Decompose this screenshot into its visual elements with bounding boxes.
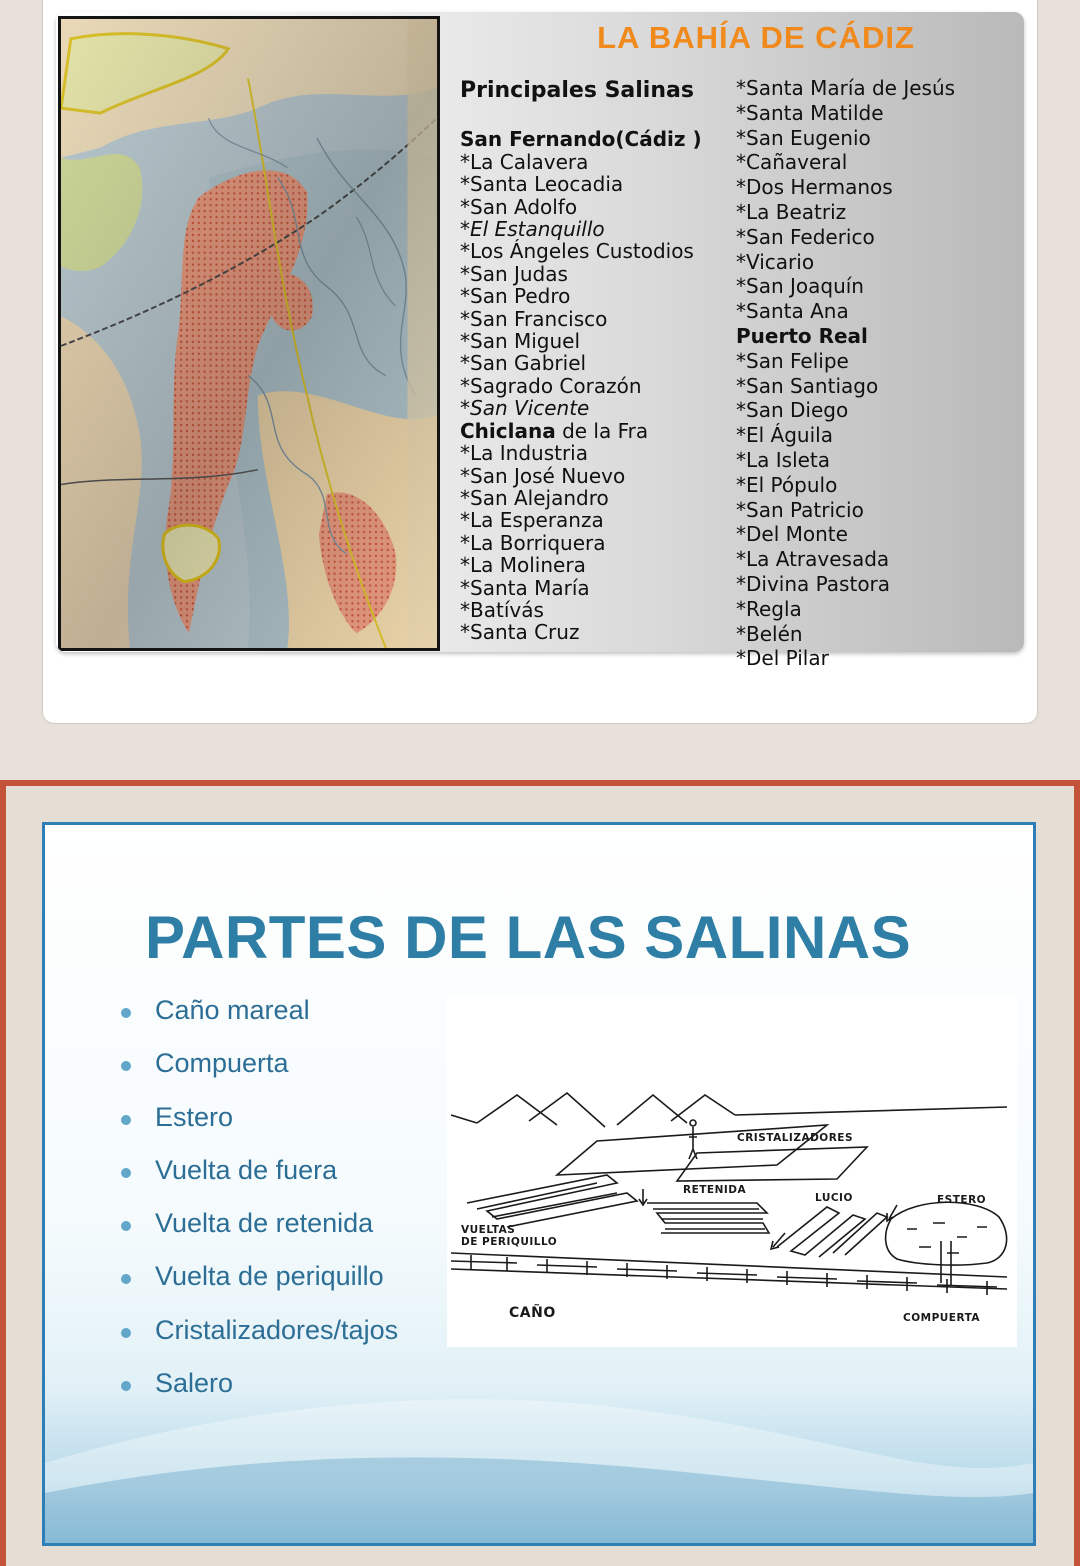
list-item: Cristalizadores/tajos: [115, 1315, 398, 1368]
salina-item: *San Felipe: [736, 348, 849, 373]
salina-item: *San Joaquín: [736, 274, 864, 299]
list-item: Compuerta: [115, 1048, 398, 1101]
salina-item: *El Águila: [736, 423, 833, 448]
salina-item: *Cañaveral: [736, 150, 848, 175]
salina-item: *La Atravesada: [736, 547, 890, 572]
salina-item: *Santa María de Jesús: [736, 76, 956, 100]
salina-item: *La Industria: [460, 441, 588, 466]
principales-salinas-heading: Principales Salinas: [460, 78, 694, 103]
salina-item: *San Eugenio: [736, 125, 871, 150]
chiclana-heading: [460, 420, 730, 442]
chiclana-rest: de la Fra: [555, 418, 649, 443]
salina-item: *Vicario: [736, 249, 815, 274]
salina-item: *La Isleta: [736, 447, 831, 472]
salina-item: *Santa Ana: [736, 299, 849, 324]
parts-list: [115, 995, 398, 1421]
salina-item: *San José Nuevo: [460, 463, 626, 488]
salina-item: *San Francisco: [460, 306, 608, 331]
label-lucio: LUCIO: [815, 1192, 853, 1204]
salina-item: *San Federico: [736, 224, 875, 249]
salina-item: *San Adolfo: [460, 194, 578, 219]
salina-item: *La Molinera: [460, 553, 586, 578]
salinas-column-2: [736, 76, 1006, 671]
salina-item: *El Estanquillo: [460, 217, 605, 242]
salina-item: *Regla: [736, 596, 802, 621]
salina-item: *Santa Cruz: [460, 620, 580, 645]
salina-item: *San Patricio: [736, 497, 864, 522]
salina-item: *La Borriquera: [460, 530, 606, 555]
puerto-real-heading: Puerto Real: [736, 323, 868, 348]
label-compuerta: COMPUERTA: [903, 1312, 981, 1324]
salinas-map-image: [58, 16, 440, 651]
salina-item: *Batívás: [460, 597, 544, 622]
salina-item: *Divina Pastora: [736, 571, 891, 596]
salina-item: *Sagrado Corazón: [460, 373, 642, 398]
salina-item: *La Beatriz: [736, 199, 847, 224]
label-cano: CAÑO: [509, 1305, 556, 1321]
label-retenida: RETENIDA: [683, 1184, 747, 1196]
salina-item: *San Diego: [736, 398, 849, 423]
salina-item: *La Calavera: [460, 149, 589, 174]
salina-item: *Belén: [736, 621, 803, 646]
list-item: Caño mareal: [115, 995, 398, 1048]
list-item: Vuelta de periquillo: [115, 1261, 398, 1314]
salina-diagram-drawing: [447, 997, 1017, 1347]
salina-item: *San Alejandro: [460, 485, 609, 510]
label-estero: ESTERO: [937, 1194, 987, 1206]
slide2-title: PARTES DE LAS SALINAS: [145, 904, 912, 971]
salina-item: *San Vicente: [460, 396, 590, 421]
chiclana-bold: Chiclana: [460, 418, 556, 443]
salina-item: *Del Pilar: [736, 646, 829, 671]
slide-partes-de-las-salinas: [42, 822, 1036, 1546]
salina-item: *San Gabriel: [460, 351, 587, 376]
list-item: Salero: [115, 1368, 398, 1421]
label-cristalizadores: CRISTALIZADORES: [737, 1132, 854, 1144]
san-fernando-heading: San Fernando(Cádiz ): [460, 127, 702, 152]
slide1-title: LA BAHÍA DE CÁDIZ: [597, 20, 915, 55]
map-illustration: [61, 19, 437, 648]
salina-item: *El Pópulo: [736, 472, 838, 497]
label-vueltas: VUELTAS: [461, 1224, 516, 1236]
salina-item: *San Miguel: [460, 329, 581, 354]
salina-item: *San Santiago: [736, 373, 879, 398]
list-item: Vuelta de retenida: [115, 1208, 398, 1261]
salina-diagram: [447, 997, 1017, 1347]
list-item: Estero: [115, 1102, 398, 1155]
salina-item: *Dos Hermanos: [736, 175, 893, 200]
salina-item: *Santa Matilde: [736, 100, 884, 125]
label-de-periquillo: DE PERIQUILLO: [461, 1236, 558, 1248]
salinas-column-1: [460, 80, 730, 644]
salina-item: *Santa Leocadia: [460, 172, 624, 197]
salina-item: *Del Monte: [736, 522, 848, 547]
salina-item: *San Pedro: [460, 284, 571, 309]
list-item: Vuelta de fuera: [115, 1155, 398, 1208]
salina-item: *San Judas: [460, 261, 568, 286]
salina-item: *La Esperanza: [460, 508, 604, 533]
salina-item: *Los Ángeles Custodios: [460, 239, 694, 264]
salina-item: *Santa María: [460, 575, 590, 600]
